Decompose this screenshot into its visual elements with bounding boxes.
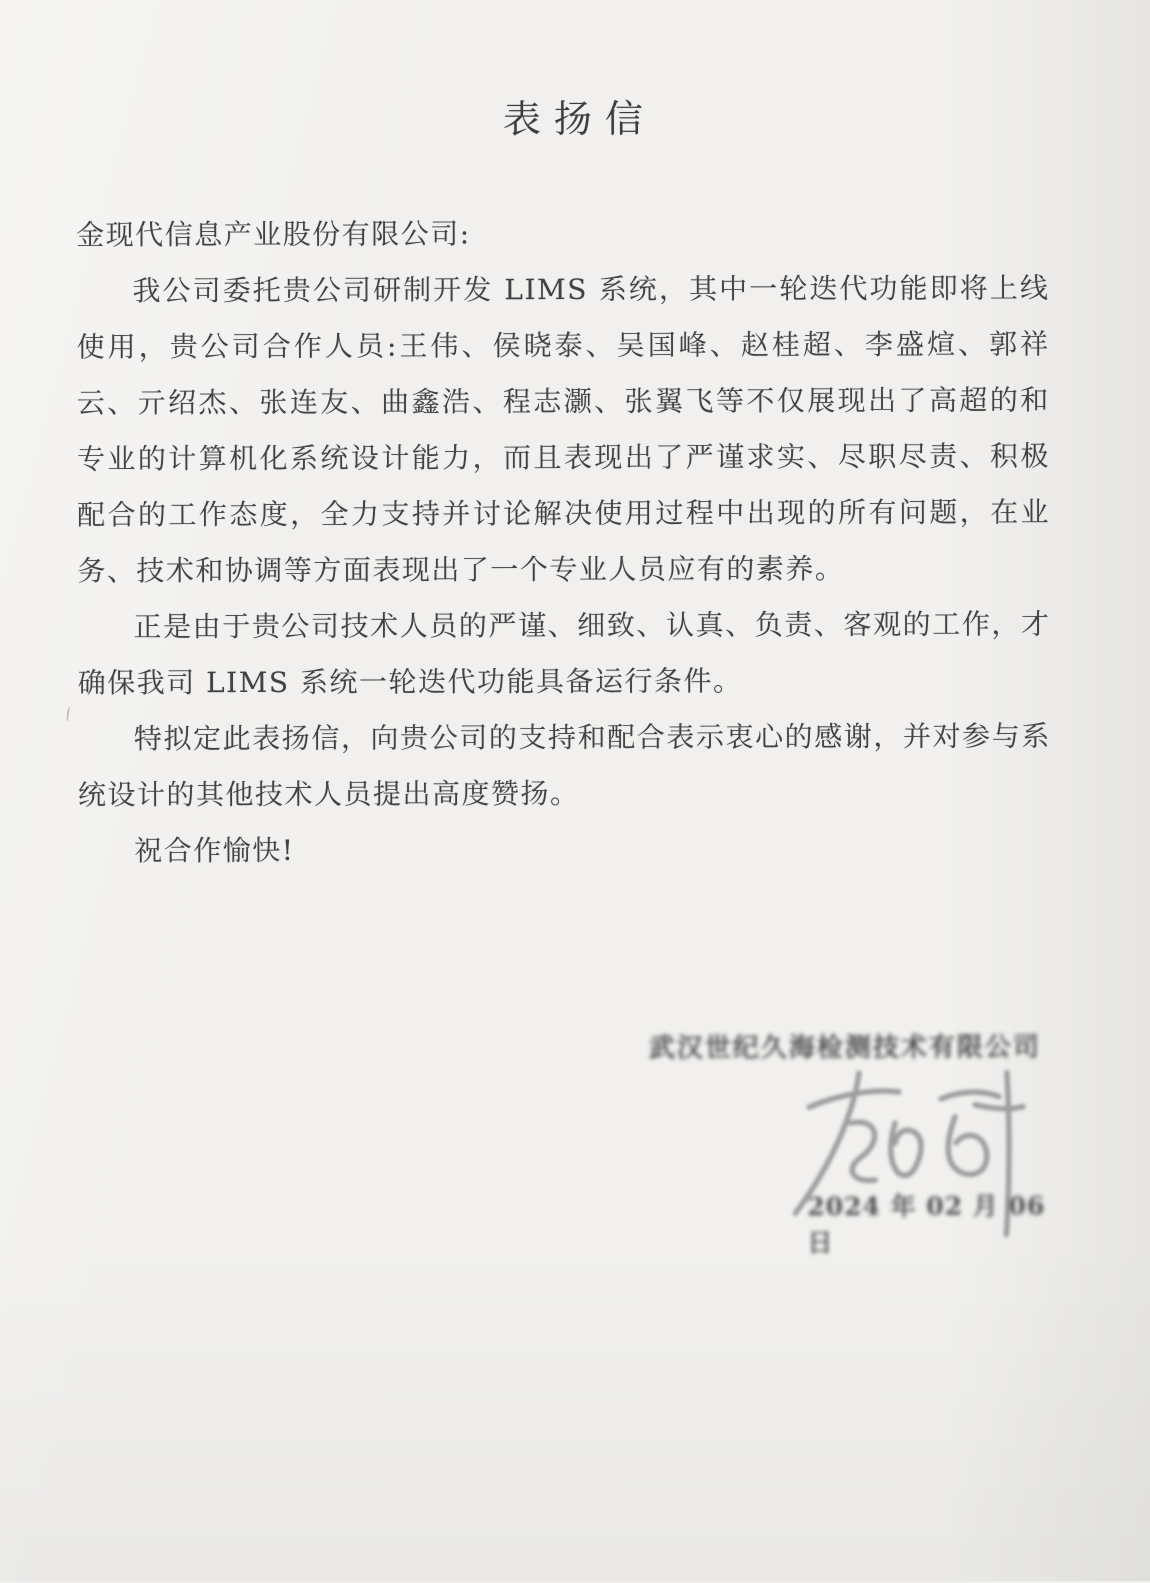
closing-wish: 祝合作愉快! [134,833,295,868]
salutation: 金现代信息产业股份有限公司: [76,217,471,252]
scan-artifact-mark [66,706,73,722]
signature-company-name: 武汉世纪久海检测技术有限公司 [648,1032,1041,1064]
paragraph-1: 我公司委托贵公司研制开发 LIMS 系统，其中一轮迭代功能即将上线使用，贵公司合作人员:王伟、侯晓泰、吴国峰、赵桂超、李盛煊、郭祥云、亓绍杰、张连友、曲鑫浩、程志灏、张翼飞等不仅展现出了高超的和专业的计算机化系统设计能力，而且表现出了严谨求实、尽职尽责、积极配合的工作态度，全力支持并讨论解决使用过程中出现的所有问题，在业务、技术和协调等方面表现出了一个专业人员应有的素养。 [76,271,1051,588]
paragraph-2: 正是由于贵公司技术人员的严谨、细致、认真、负责、客观的工作，才确保我司 LIMS 系统一轮迭代功能具备运行条件。 [77,607,1051,700]
paragraph-3: 特拟定此表扬信，向贵公司的支持和配合表示衷心的感谢，并对参与系统设计的其他技术人员提出高度赞扬。 [77,719,1051,812]
letter-title: 表扬信 [502,96,656,142]
letter-body [76,205,1051,880]
signature-date: 2024 年 02 月 06 日 [807,1191,1046,1258]
